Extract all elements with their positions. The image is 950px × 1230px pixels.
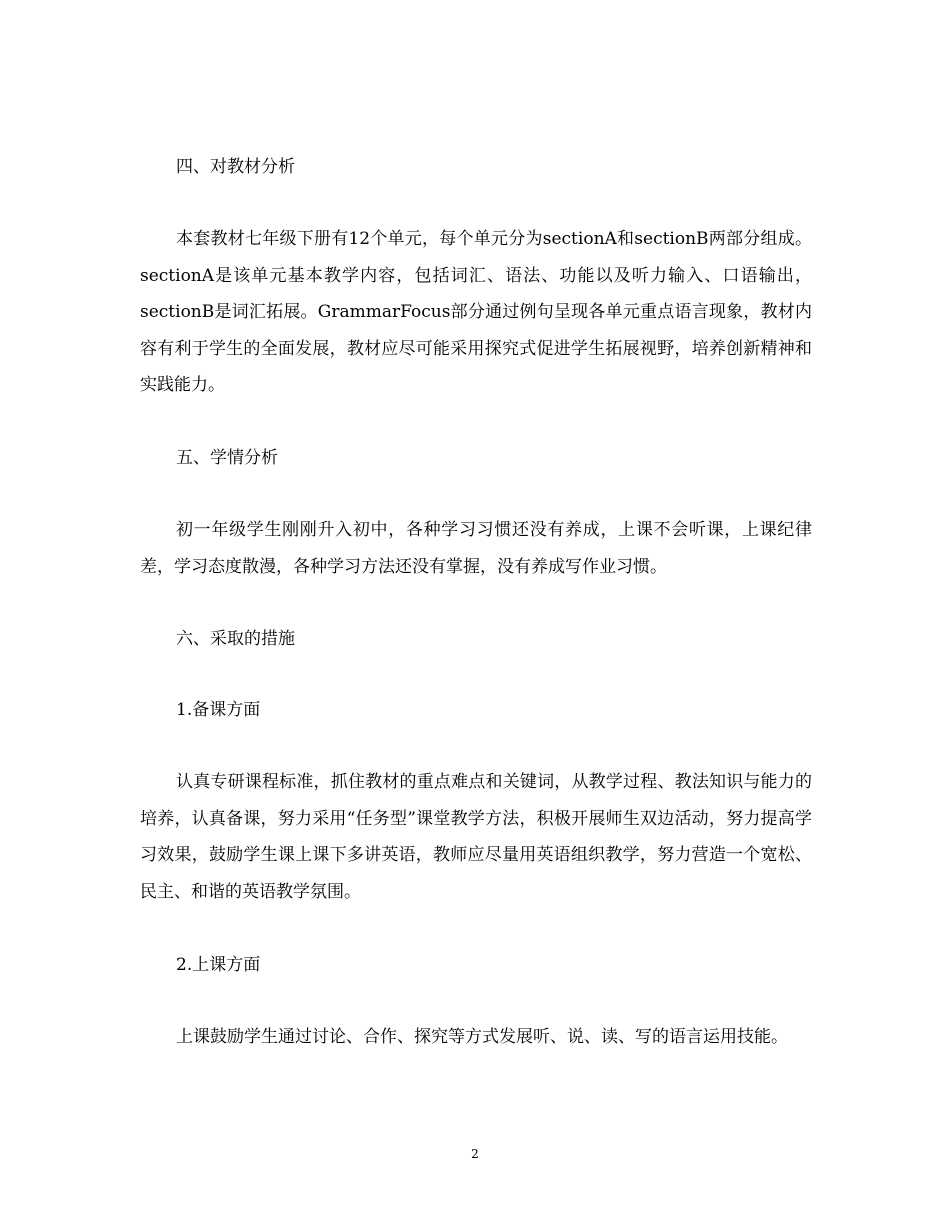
section-6-heading: 六、采取的措施 [176, 629, 295, 650]
section-5-paragraph: 初一年级学生刚刚升入初中，各种学习习惯还没有养成，上课不会听课，上课纪律差，学习态度散漫，各种学习方法还没有掌握，没有养成写作业习惯。 [140, 519, 812, 577]
section-5-heading: 五、学情分析 [176, 447, 278, 468]
subsection-2-paragraph: 上课鼓励学生通过讨论、合作、探究等方式发展听、说、读、写的语言运用技能。 [176, 1026, 788, 1047]
page-number: 2 [471, 1147, 479, 1161]
section-4-paragraph: 本套教材七年级下册有12个单元，每个单元分为sectionA和sectionB两部分组成。sectionA是该单元基本教学内容，包括词汇、语法、功能以及听力输入、口语输出，sectionB是词汇拓展。GrammarFocus部分通过例句呈现各单元重点语言现象，教材内容有利于学生的全面发展，教材应尽可能采用探究式促进学生拓展视野，培养创新精神和实践能力。 [140, 229, 812, 396]
section-4-heading: 四、对教材分析 [176, 157, 295, 177]
subsection-2-heading: 2.上课方面 [176, 954, 261, 975]
subsection-1-heading: 1.备课方面 [176, 700, 261, 721]
page-content [140, 150, 812, 1092]
subsection-1-paragraph: 认真专研课程标准，抓住教材的重点难点和关键词，从教学过程、教法知识与能力的培养，认真备课，努力采用“任务型”课堂教学方法，积极开展师生双边活动，努力提高学习效果，鼓励学生课上课下多讲英语，教师应尽量用英语组织教学，努力营造一个宽松、民主、和谐的英语教学氛围。 [140, 772, 812, 902]
